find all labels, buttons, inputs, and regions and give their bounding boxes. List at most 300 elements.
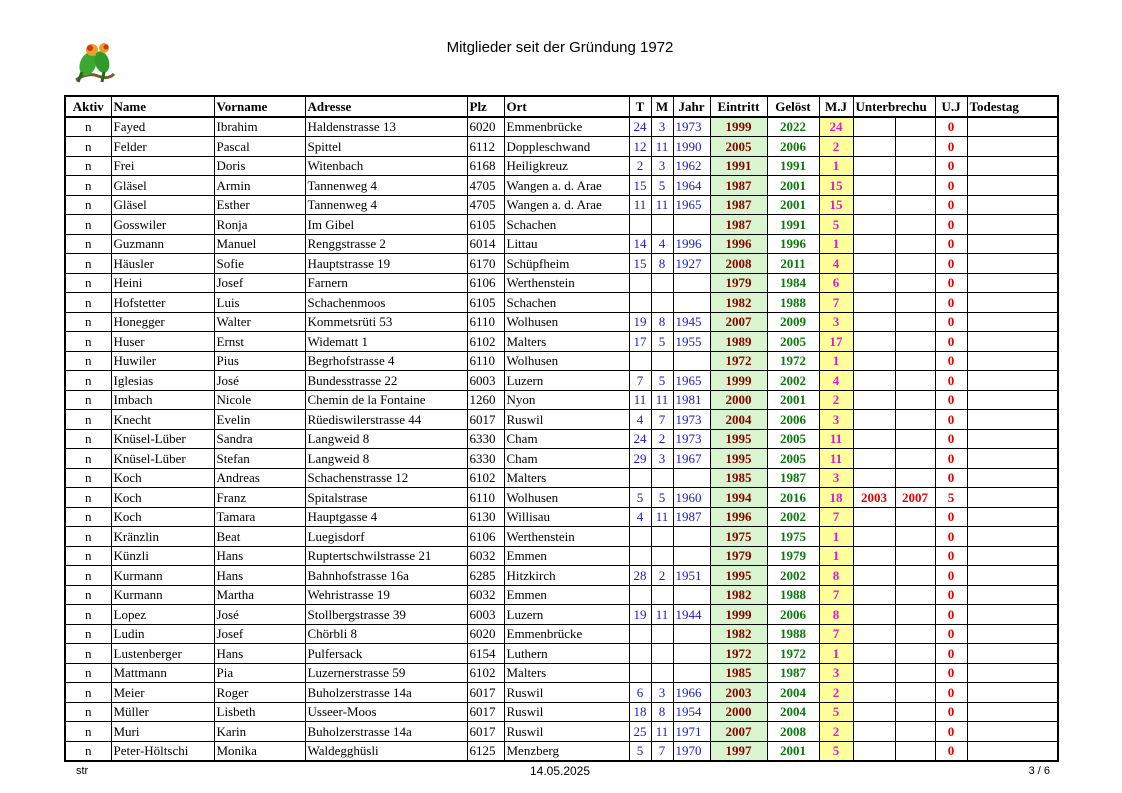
cell-aktiv: n xyxy=(65,722,111,742)
cell-unterbrechung-von xyxy=(853,117,895,137)
cell-geloest: 1972 xyxy=(767,351,819,371)
cell-geloest: 1979 xyxy=(767,546,819,566)
cell-adresse: Schachenmoos xyxy=(305,293,467,313)
cell-t: 28 xyxy=(629,566,651,586)
cell-eintritt: 1999 xyxy=(710,117,767,137)
cell-geloest: 1991 xyxy=(767,215,819,235)
cell-adresse: Usseer-Moos xyxy=(305,702,467,722)
footer-page-number: 3 / 6 xyxy=(1028,765,1050,777)
cell-ort: Wangen a. d. Arae xyxy=(504,195,629,215)
cell-plz: 6003 xyxy=(467,371,504,391)
cell-unterbrechung-von xyxy=(853,332,895,352)
column-header-m: M xyxy=(651,96,673,117)
cell-plz: 6102 xyxy=(467,332,504,352)
cell-unterbrechung-von xyxy=(853,722,895,742)
table-row xyxy=(65,507,1058,527)
cell-mj: 2 xyxy=(819,390,853,410)
cell-todestag xyxy=(967,644,1058,664)
cell-aktiv: n xyxy=(65,312,111,332)
cell-plz: 6032 xyxy=(467,585,504,605)
cell-unterbrechung-von xyxy=(853,234,895,254)
cell-unterbrechung-bis xyxy=(895,566,935,586)
cell-unterbrechung-von xyxy=(853,273,895,293)
cell-m: 11 xyxy=(651,137,673,157)
cell-adresse: Renggstrasse 2 xyxy=(305,234,467,254)
cell-t xyxy=(629,215,651,235)
cell-uj: 0 xyxy=(935,683,967,703)
cell-unterbrechung-bis xyxy=(895,546,935,566)
cell-eintritt: 1999 xyxy=(710,371,767,391)
cell-eintritt: 1972 xyxy=(710,644,767,664)
table-row xyxy=(65,390,1058,410)
cell-geloest: 2005 xyxy=(767,429,819,449)
cell-mj: 1 xyxy=(819,156,853,176)
cell-ort: Malters xyxy=(504,468,629,488)
cell-name: Honegger xyxy=(111,312,214,332)
cell-todestag xyxy=(967,254,1058,274)
cell-adresse: Haldenstrasse 13 xyxy=(305,117,467,137)
cell-ort: Ruswil xyxy=(504,683,629,703)
table-row xyxy=(65,644,1058,664)
cell-name: Lustenberger xyxy=(111,644,214,664)
cell-mj: 2 xyxy=(819,137,853,157)
cell-name: Felder xyxy=(111,137,214,157)
cell-t: 18 xyxy=(629,702,651,722)
cell-aktiv: n xyxy=(65,429,111,449)
cell-vorname: Ibrahim xyxy=(214,117,305,137)
cell-aktiv: n xyxy=(65,410,111,430)
cell-aktiv: n xyxy=(65,137,111,157)
cell-name: Koch xyxy=(111,468,214,488)
cell-vorname: Roger xyxy=(214,683,305,703)
cell-geloest: 2005 xyxy=(767,332,819,352)
cell-unterbrechung-bis xyxy=(895,429,935,449)
cell-todestag xyxy=(967,332,1058,352)
cell-name: Kurmann xyxy=(111,566,214,586)
cell-unterbrechung-bis xyxy=(895,351,935,371)
cell-vorname: Doris xyxy=(214,156,305,176)
cell-uj: 0 xyxy=(935,390,967,410)
cell-unterbrechung-von xyxy=(853,312,895,332)
cell-uj: 0 xyxy=(935,605,967,625)
cell-geloest: 2005 xyxy=(767,449,819,469)
table-body xyxy=(65,117,1058,762)
cell-todestag xyxy=(967,566,1058,586)
cell-eintritt: 2007 xyxy=(710,312,767,332)
cell-vorname: Hans xyxy=(214,644,305,664)
cell-geloest: 2016 xyxy=(767,488,819,508)
cell-ort: Schüpfheim xyxy=(504,254,629,274)
cell-todestag xyxy=(967,137,1058,157)
cell-unterbrechung-bis xyxy=(895,371,935,391)
cell-vorname: Sofie xyxy=(214,254,305,274)
cell-uj: 0 xyxy=(935,195,967,215)
cell-m xyxy=(651,663,673,683)
cell-jahr: 1954 xyxy=(673,702,710,722)
cell-unterbrechung-von xyxy=(853,683,895,703)
table-row xyxy=(65,488,1058,508)
cell-geloest: 2006 xyxy=(767,605,819,625)
cell-vorname: Manuel xyxy=(214,234,305,254)
cell-m xyxy=(651,468,673,488)
cell-geloest: 2008 xyxy=(767,722,819,742)
cell-aktiv: n xyxy=(65,390,111,410)
cell-vorname: José xyxy=(214,605,305,625)
cell-todestag xyxy=(967,605,1058,625)
cell-uj: 0 xyxy=(935,546,967,566)
cell-geloest: 2006 xyxy=(767,410,819,430)
cell-todestag xyxy=(967,722,1058,742)
cell-mj: 8 xyxy=(819,605,853,625)
cell-m: 2 xyxy=(651,429,673,449)
cell-adresse: Buholzerstrasse 14a xyxy=(305,683,467,703)
cell-t xyxy=(629,585,651,605)
cell-aktiv: n xyxy=(65,624,111,644)
members-table xyxy=(64,95,1059,762)
cell-ort: Willisau xyxy=(504,507,629,527)
table-row xyxy=(65,527,1058,547)
cell-plz: 4705 xyxy=(467,195,504,215)
cell-t: 4 xyxy=(629,507,651,527)
cell-unterbrechung-bis xyxy=(895,410,935,430)
cell-plz: 6110 xyxy=(467,488,504,508)
cell-mj: 7 xyxy=(819,624,853,644)
column-header-unterbrechung: Unterbrechu xyxy=(853,96,935,117)
cell-unterbrechung-von xyxy=(853,390,895,410)
cell-aktiv: n xyxy=(65,273,111,293)
cell-eintritt: 1997 xyxy=(710,741,767,761)
cell-eintritt: 1995 xyxy=(710,449,767,469)
cell-jahr xyxy=(673,351,710,371)
cell-vorname: Ronja xyxy=(214,215,305,235)
cell-name: Koch xyxy=(111,507,214,527)
table-row xyxy=(65,449,1058,469)
cell-ort: Doppleschwand xyxy=(504,137,629,157)
cell-geloest: 2022 xyxy=(767,117,819,137)
cell-unterbrechung-von xyxy=(853,137,895,157)
cell-vorname: Pia xyxy=(214,663,305,683)
cell-todestag xyxy=(967,449,1058,469)
cell-aktiv: n xyxy=(65,195,111,215)
cell-ort: Menzberg xyxy=(504,741,629,761)
cell-t xyxy=(629,527,651,547)
cell-mj: 1 xyxy=(819,644,853,664)
cell-todestag xyxy=(967,527,1058,547)
cell-unterbrechung-bis xyxy=(895,234,935,254)
cell-unterbrechung-bis xyxy=(895,741,935,761)
cell-t xyxy=(629,644,651,664)
page-title: Mitglieder seit der Gründung 1972 xyxy=(446,39,674,56)
cell-aktiv: n xyxy=(65,507,111,527)
cell-aktiv: n xyxy=(65,527,111,547)
cell-aktiv: n xyxy=(65,371,111,391)
cell-m: 5 xyxy=(651,488,673,508)
cell-todestag xyxy=(967,585,1058,605)
cell-uj: 0 xyxy=(935,176,967,196)
cell-unterbrechung-von xyxy=(853,527,895,547)
cell-geloest: 2004 xyxy=(767,683,819,703)
cell-uj: 0 xyxy=(935,117,967,137)
cell-ort: Wolhusen xyxy=(504,488,629,508)
cell-unterbrechung-von xyxy=(853,624,895,644)
cell-uj: 0 xyxy=(935,332,967,352)
table-row xyxy=(65,176,1058,196)
cell-t: 24 xyxy=(629,117,651,137)
cell-name: Kurmann xyxy=(111,585,214,605)
cell-t: 24 xyxy=(629,429,651,449)
cell-unterbrechung-bis xyxy=(895,137,935,157)
table-row xyxy=(65,702,1058,722)
cell-eintritt: 2004 xyxy=(710,410,767,430)
table-row xyxy=(65,137,1058,157)
cell-eintritt: 1994 xyxy=(710,488,767,508)
cell-adresse: Farnern xyxy=(305,273,467,293)
cell-jahr: 1945 xyxy=(673,312,710,332)
cell-unterbrechung-bis xyxy=(895,293,935,313)
cell-m xyxy=(651,624,673,644)
cell-aktiv: n xyxy=(65,254,111,274)
cell-eintritt: 2000 xyxy=(710,702,767,722)
cell-vorname: Beat xyxy=(214,527,305,547)
cell-vorname: Pius xyxy=(214,351,305,371)
table-row xyxy=(65,741,1058,761)
cell-uj: 0 xyxy=(935,137,967,157)
cell-plz: 6017 xyxy=(467,702,504,722)
cell-vorname: Evelin xyxy=(214,410,305,430)
table-row xyxy=(65,585,1058,605)
cell-todestag xyxy=(967,371,1058,391)
cell-name: Koch xyxy=(111,488,214,508)
cell-mj: 17 xyxy=(819,332,853,352)
table-row xyxy=(65,254,1058,274)
cell-jahr: 1927 xyxy=(673,254,710,274)
cell-mj: 2 xyxy=(819,683,853,703)
cell-name: Imbach xyxy=(111,390,214,410)
cell-plz: 6017 xyxy=(467,410,504,430)
cell-m: 8 xyxy=(651,254,673,274)
cell-m: 8 xyxy=(651,312,673,332)
cell-plz: 6017 xyxy=(467,722,504,742)
cell-mj: 7 xyxy=(819,585,853,605)
cell-geloest: 2002 xyxy=(767,507,819,527)
cell-ort: Heiligkreuz xyxy=(504,156,629,176)
column-header-aktiv: Aktiv xyxy=(65,96,111,117)
cell-m xyxy=(651,273,673,293)
cell-eintritt: 1989 xyxy=(710,332,767,352)
cell-geloest: 1975 xyxy=(767,527,819,547)
cell-eintritt: 1987 xyxy=(710,176,767,196)
cell-ort: Malters xyxy=(504,663,629,683)
cell-uj: 0 xyxy=(935,527,967,547)
cell-mj: 7 xyxy=(819,507,853,527)
cell-t: 14 xyxy=(629,234,651,254)
column-header-adresse: Adresse xyxy=(305,96,467,117)
cell-unterbrechung-von: 2003 xyxy=(853,488,895,508)
cell-todestag xyxy=(967,293,1058,313)
cell-geloest: 1988 xyxy=(767,293,819,313)
cell-adresse: Rüediswilerstrasse 44 xyxy=(305,410,467,430)
cell-ort: Emmenbrücke xyxy=(504,117,629,137)
cell-adresse: Witenbach xyxy=(305,156,467,176)
cell-plz: 6105 xyxy=(467,215,504,235)
cell-name: Künzli xyxy=(111,546,214,566)
cell-adresse: Chemin de la Fontaine xyxy=(305,390,467,410)
cell-eintritt: 2000 xyxy=(710,390,767,410)
cell-plz: 6170 xyxy=(467,254,504,274)
cell-unterbrechung-von xyxy=(853,195,895,215)
cell-eintritt: 2003 xyxy=(710,683,767,703)
cell-jahr xyxy=(673,215,710,235)
cell-aktiv: n xyxy=(65,566,111,586)
parrot-logo xyxy=(68,36,118,86)
cell-uj: 0 xyxy=(935,449,967,469)
cell-mj: 2 xyxy=(819,722,853,742)
cell-ort: Emmenbrücke xyxy=(504,624,629,644)
cell-jahr: 1990 xyxy=(673,137,710,157)
cell-m xyxy=(651,546,673,566)
cell-plz: 6330 xyxy=(467,449,504,469)
cell-name: Knüsel-Lüber xyxy=(111,429,214,449)
cell-eintritt: 1982 xyxy=(710,293,767,313)
cell-aktiv: n xyxy=(65,234,111,254)
column-header-geloest: Gelöst xyxy=(767,96,819,117)
cell-plz: 6003 xyxy=(467,605,504,625)
cell-todestag xyxy=(967,117,1058,137)
cell-unterbrechung-bis xyxy=(895,663,935,683)
cell-todestag xyxy=(967,683,1058,703)
cell-ort: Schachen xyxy=(504,293,629,313)
cell-adresse: Luzernerstrasse 59 xyxy=(305,663,467,683)
cell-adresse: Buholzerstrasse 14a xyxy=(305,722,467,742)
cell-plz: 6017 xyxy=(467,683,504,703)
cell-m xyxy=(651,351,673,371)
cell-todestag xyxy=(967,702,1058,722)
cell-todestag xyxy=(967,156,1058,176)
cell-adresse: Chörbli 8 xyxy=(305,624,467,644)
cell-geloest: 1988 xyxy=(767,624,819,644)
cell-plz: 1260 xyxy=(467,390,504,410)
cell-vorname: Lisbeth xyxy=(214,702,305,722)
cell-plz: 6110 xyxy=(467,351,504,371)
cell-unterbrechung-von xyxy=(853,468,895,488)
cell-m xyxy=(651,585,673,605)
cell-geloest: 1991 xyxy=(767,156,819,176)
table-row xyxy=(65,605,1058,625)
cell-adresse: Tannenweg 4 xyxy=(305,195,467,215)
table-row xyxy=(65,156,1058,176)
cell-t xyxy=(629,546,651,566)
column-header-mj: M.J xyxy=(819,96,853,117)
cell-name: Häusler xyxy=(111,254,214,274)
table-row xyxy=(65,546,1058,566)
cell-plz: 6102 xyxy=(467,663,504,683)
cell-ort: Emmen xyxy=(504,585,629,605)
table-row xyxy=(65,117,1058,137)
cell-geloest: 2011 xyxy=(767,254,819,274)
cell-m: 11 xyxy=(651,605,673,625)
cell-adresse: Spittel xyxy=(305,137,467,157)
cell-unterbrechung-bis xyxy=(895,468,935,488)
cell-m xyxy=(651,644,673,664)
cell-vorname: Stefan xyxy=(214,449,305,469)
cell-adresse: Begrhofstrasse 4 xyxy=(305,351,467,371)
cell-m: 3 xyxy=(651,117,673,137)
cell-uj: 0 xyxy=(935,468,967,488)
cell-m: 7 xyxy=(651,410,673,430)
cell-t: 7 xyxy=(629,371,651,391)
cell-name: Frei xyxy=(111,156,214,176)
table-row xyxy=(65,429,1058,449)
cell-eintritt: 1996 xyxy=(710,234,767,254)
cell-unterbrechung-bis xyxy=(895,176,935,196)
cell-plz: 6285 xyxy=(467,566,504,586)
cell-name: Muri xyxy=(111,722,214,742)
table-header-row xyxy=(65,96,1058,117)
cell-name: Kränzlin xyxy=(111,527,214,547)
cell-vorname: Luis xyxy=(214,293,305,313)
cell-todestag xyxy=(967,351,1058,371)
cell-jahr: 1944 xyxy=(673,605,710,625)
cell-geloest: 2001 xyxy=(767,176,819,196)
cell-todestag xyxy=(967,273,1058,293)
cell-jahr: 1973 xyxy=(673,410,710,430)
cell-jahr: 1973 xyxy=(673,117,710,137)
cell-todestag xyxy=(967,410,1058,430)
cell-m xyxy=(651,293,673,313)
cell-plz: 6105 xyxy=(467,293,504,313)
footer-author: str xyxy=(76,765,89,777)
cell-name: Fayed xyxy=(111,117,214,137)
table-row xyxy=(65,351,1058,371)
cell-uj: 0 xyxy=(935,371,967,391)
cell-ort: Cham xyxy=(504,449,629,469)
cell-vorname: Tamara xyxy=(214,507,305,527)
cell-mj: 15 xyxy=(819,195,853,215)
cell-m: 11 xyxy=(651,507,673,527)
cell-plz: 6130 xyxy=(467,507,504,527)
cell-unterbrechung-von xyxy=(853,410,895,430)
cell-uj: 0 xyxy=(935,351,967,371)
cell-todestag xyxy=(967,468,1058,488)
cell-geloest: 2002 xyxy=(767,371,819,391)
cell-name: Hofstetter xyxy=(111,293,214,313)
cell-unterbrechung-von xyxy=(853,702,895,722)
cell-t: 12 xyxy=(629,137,651,157)
cell-name: Gläsel xyxy=(111,195,214,215)
cell-mj: 1 xyxy=(819,546,853,566)
cell-uj: 0 xyxy=(935,410,967,430)
cell-t xyxy=(629,663,651,683)
cell-geloest: 1988 xyxy=(767,585,819,605)
cell-plz: 6330 xyxy=(467,429,504,449)
cell-geloest: 2006 xyxy=(767,137,819,157)
cell-vorname: Armin xyxy=(214,176,305,196)
cell-unterbrechung-von xyxy=(853,585,895,605)
cell-name: Knecht xyxy=(111,410,214,430)
table-row xyxy=(65,312,1058,332)
cell-unterbrechung-von xyxy=(853,176,895,196)
cell-mj: 4 xyxy=(819,371,853,391)
cell-eintritt: 1982 xyxy=(710,585,767,605)
cell-todestag xyxy=(967,176,1058,196)
cell-aktiv: n xyxy=(65,663,111,683)
cell-jahr xyxy=(673,468,710,488)
cell-vorname: Monika xyxy=(214,741,305,761)
cell-mj: 5 xyxy=(819,702,853,722)
column-header-jahr: Jahr xyxy=(673,96,710,117)
cell-unterbrechung-bis xyxy=(895,507,935,527)
cell-aktiv: n xyxy=(65,702,111,722)
